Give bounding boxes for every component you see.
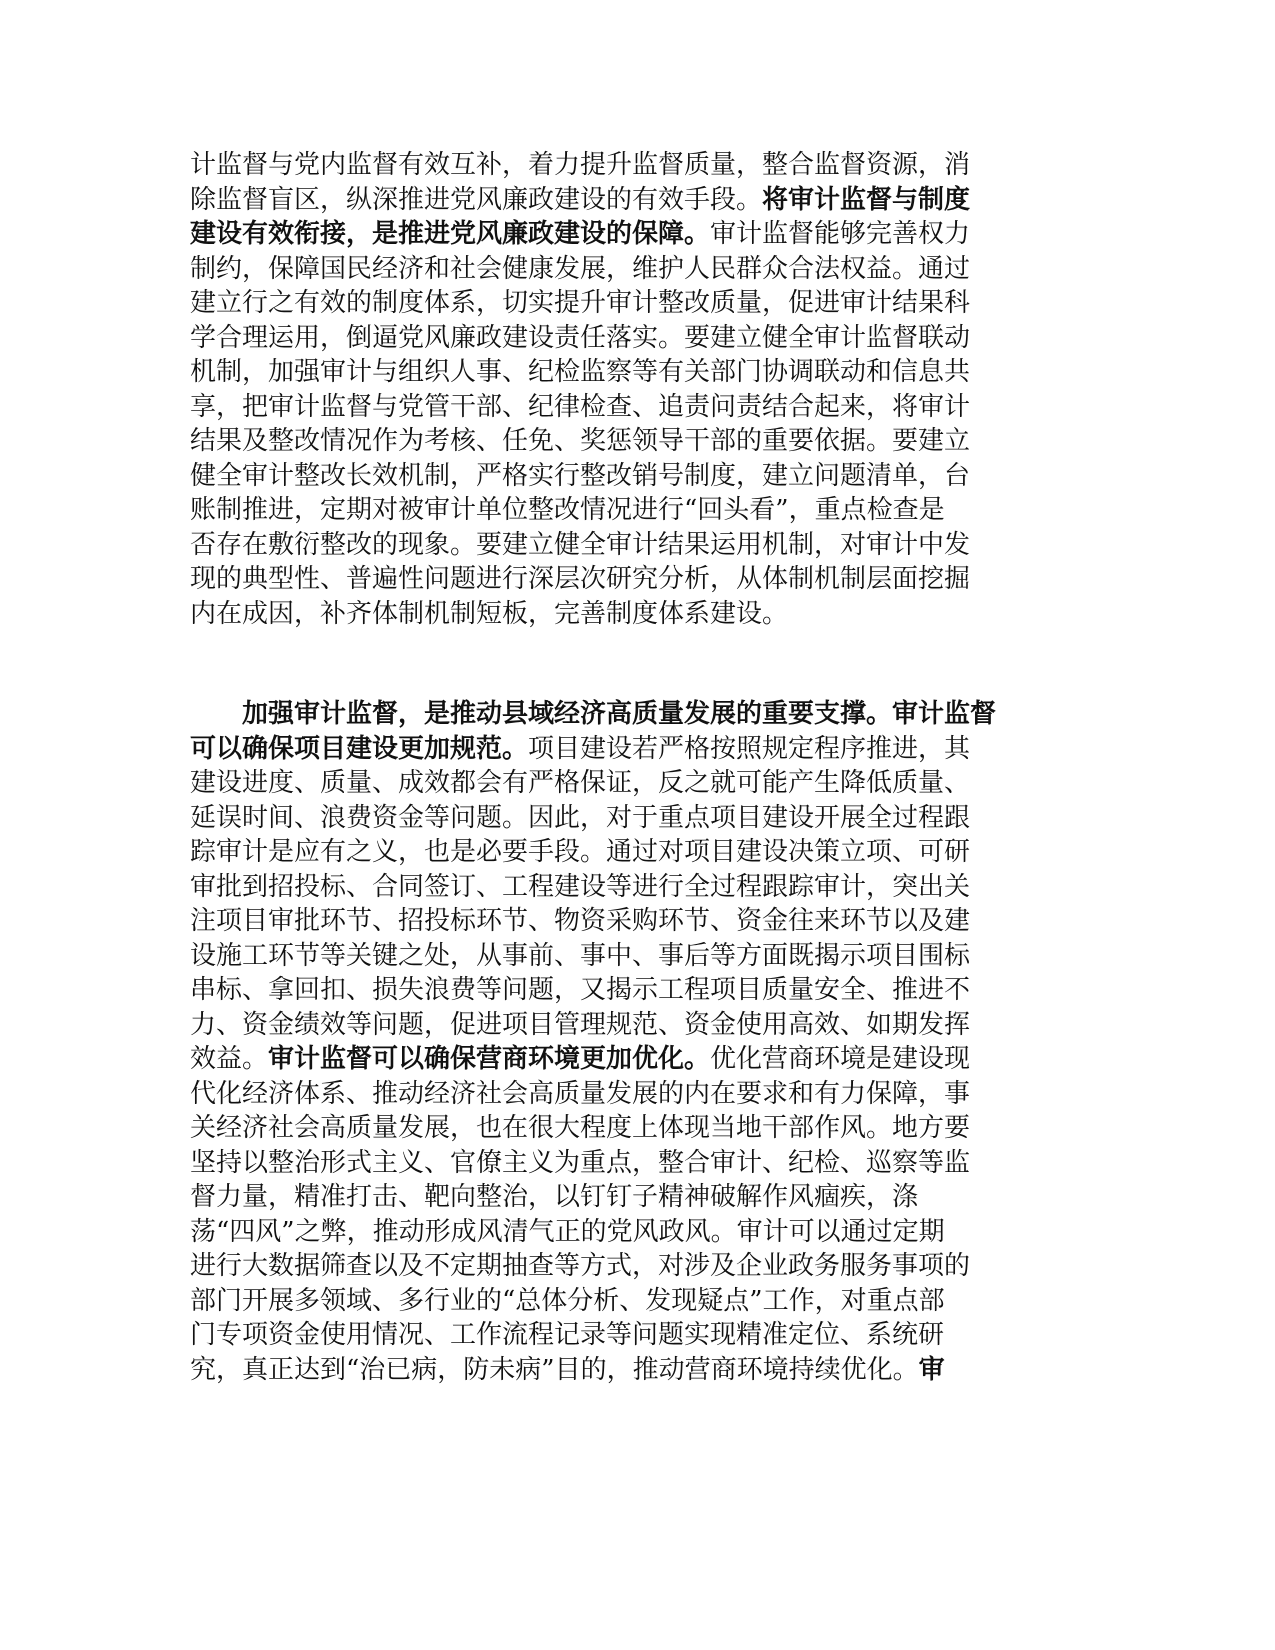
text-segment: 机制，加强审计与组织人事、纪检监察等有关部门协调联动和信息共 xyxy=(190,357,971,387)
text-line xyxy=(190,1249,1070,1284)
text-segment: 究，真正达到“治已病，防未病”目的，推动营商环境持续优化。 xyxy=(190,1354,919,1385)
text-segment: 坚持以整治形式主义、官僚主义为重点，整合审计、纪检、巡察等监 xyxy=(190,1147,971,1178)
text-segment: 串标、拿回扣、损失浪费等问题，又揭示工程项目质量安全、推进不 xyxy=(190,975,971,1005)
text-line xyxy=(190,732,1070,767)
text-segment: 门专项资金使用情况、工作流程记录等问题实现精准定位、系统研 xyxy=(190,1320,945,1350)
text-line xyxy=(190,321,1070,356)
text-segment: 代化经济体系、推动经济社会高质量发展的内在要求和有力保障，事 xyxy=(190,1078,971,1109)
text-segment: 内在成因，补齐体制机制短板，完善制度体系建设。 xyxy=(190,598,789,629)
text-line xyxy=(190,1042,1070,1077)
text-segment: 审计监督能够完善权力 xyxy=(710,219,971,249)
text-line xyxy=(190,424,1070,459)
text-line xyxy=(190,904,1070,939)
text-line xyxy=(190,183,1070,218)
text-segment: 注项目审批环节、招投标环节、物资采购环节、资金往来环节以及建 xyxy=(190,906,971,936)
text-line xyxy=(190,1146,1070,1181)
text-line xyxy=(190,493,1070,528)
text-line xyxy=(190,1008,1070,1043)
text-segment: 建立行之有效的制度体系，切实提升审计整改质量，促进审计结果科 xyxy=(190,288,971,318)
text-segment: 审批到招投标、合同签订、工程建设等进行全过程跟踪审计，突出关 xyxy=(190,871,971,902)
text-segment: 效益。 xyxy=(190,1044,269,1074)
text-segment: 关经济社会高质量发展，也在很大程度上体现当地干部作风。地方要 xyxy=(190,1113,971,1143)
text-segment: 除监督盲区，纵深推进党风廉政建设的有效手段。 xyxy=(190,184,763,215)
text-segment: 现的典型性、普遍性问题进行深层次研究分析，从体制机制层面挖掘 xyxy=(190,564,971,594)
text-line xyxy=(190,939,1070,974)
bold-text-segment: 审 xyxy=(918,1354,945,1385)
text-line xyxy=(190,1353,1070,1388)
text-segment: 学合理运用，倒逼党风廉政建设责任落实。要建立健全审计监督联动 xyxy=(190,322,971,353)
text-line xyxy=(190,1284,1070,1319)
text-line xyxy=(190,801,1070,836)
text-segment: 进行大数据筛查以及不定期抽查等方式，对涉及企业政务服务事项的 xyxy=(190,1251,971,1281)
text-line xyxy=(190,973,1070,1008)
text-line xyxy=(190,766,1070,801)
bold-text-segment: 建设有效衔接，是推进党风廉政建设的保障。 xyxy=(190,219,711,249)
text-segment: 健全审计整改长效机制，严格实行整改销号制度，建立问题清单，台 xyxy=(190,460,971,491)
text-segment: 延误时间、浪费资金等问题。因此，对于重点项目建设开展全过程跟 xyxy=(190,802,971,833)
bold-text-segment: 将审计监督与制度 xyxy=(762,184,971,215)
text-line xyxy=(190,148,1070,183)
text-line xyxy=(190,355,1070,390)
text-segment: 设施工环节等关键之处，从事前、事中、事后等方面既揭示项目围标 xyxy=(190,940,971,971)
text-line xyxy=(190,870,1070,905)
text-segment: 结果及整改情况作为考核、任免、奖惩领导干部的重要依据。要建立 xyxy=(190,426,971,456)
text-line xyxy=(190,252,1070,287)
text-segment: 建设进度、质量、成效都会有严格保证，反之就可能产生降低质量、 xyxy=(190,768,971,798)
text-segment: 部门开展多领域、多行业的“总体分析、发现疑点”工作，对重点部 xyxy=(190,1285,945,1316)
text-segment: 享，把审计监督与党管干部、纪律检查、追责问责结合起来，将审计 xyxy=(190,391,971,422)
text-segment: 力、资金绩效等问题，促进项目管理规范、资金使用高效、如期发挥 xyxy=(190,1009,971,1040)
text-segment: 督力量，精准打击、靶向整治，以钉钉子精神破解作风痼疾，涤 xyxy=(190,1182,919,1212)
text-line xyxy=(190,835,1070,870)
text-line xyxy=(190,1077,1070,1112)
text-segment: 项目建设若严格按照规定程序推进，其 xyxy=(528,733,971,764)
bold-text-segment: 加强审计监督，是推动县域经济高质量发展的重要支撑。审计监督 xyxy=(190,699,997,729)
text-segment: 计监督与党内监督有效互补，着力提升监督质量，整合监督资源，消 xyxy=(190,150,971,180)
text-line xyxy=(190,286,1070,321)
paragraph-audit-institution xyxy=(190,148,1070,631)
text-segment: 优化营商环境是建设现 xyxy=(710,1044,971,1074)
text-segment: 账制推进，定期对被审计单位整改情况进行“回头看”，重点检查是 xyxy=(190,495,945,525)
text-segment: 荡“四风”之弊，推动形成风清气正的党风政风。审计可以通过定期 xyxy=(190,1216,945,1247)
text-line xyxy=(190,1180,1070,1215)
text-segment: 踪审计是应有之义，也是必要手段。通过对项目建设决策立项、可研 xyxy=(190,837,971,867)
text-line xyxy=(190,597,1070,632)
bold-text-segment: 可以确保项目建设更加规范。 xyxy=(190,733,529,764)
text-line xyxy=(190,1111,1070,1146)
bold-text-segment: 审计监督可以确保营商环境更加优化。 xyxy=(268,1044,711,1074)
text-line xyxy=(190,1318,1070,1353)
text-line xyxy=(190,562,1070,597)
paragraph-audit-economy xyxy=(190,697,1070,1387)
text-line xyxy=(190,217,1070,252)
text-line xyxy=(190,390,1070,425)
text-line xyxy=(190,1215,1070,1250)
text-segment: 制约，保障国民经济和社会健康发展，维护人民群众合法权益。通过 xyxy=(190,253,971,284)
text-line xyxy=(190,459,1070,494)
text-line xyxy=(190,697,1070,732)
text-segment: 否存在敷衍整改的现象。要建立健全审计结果运用机制，对审计中发 xyxy=(190,529,971,560)
text-line xyxy=(190,528,1070,563)
